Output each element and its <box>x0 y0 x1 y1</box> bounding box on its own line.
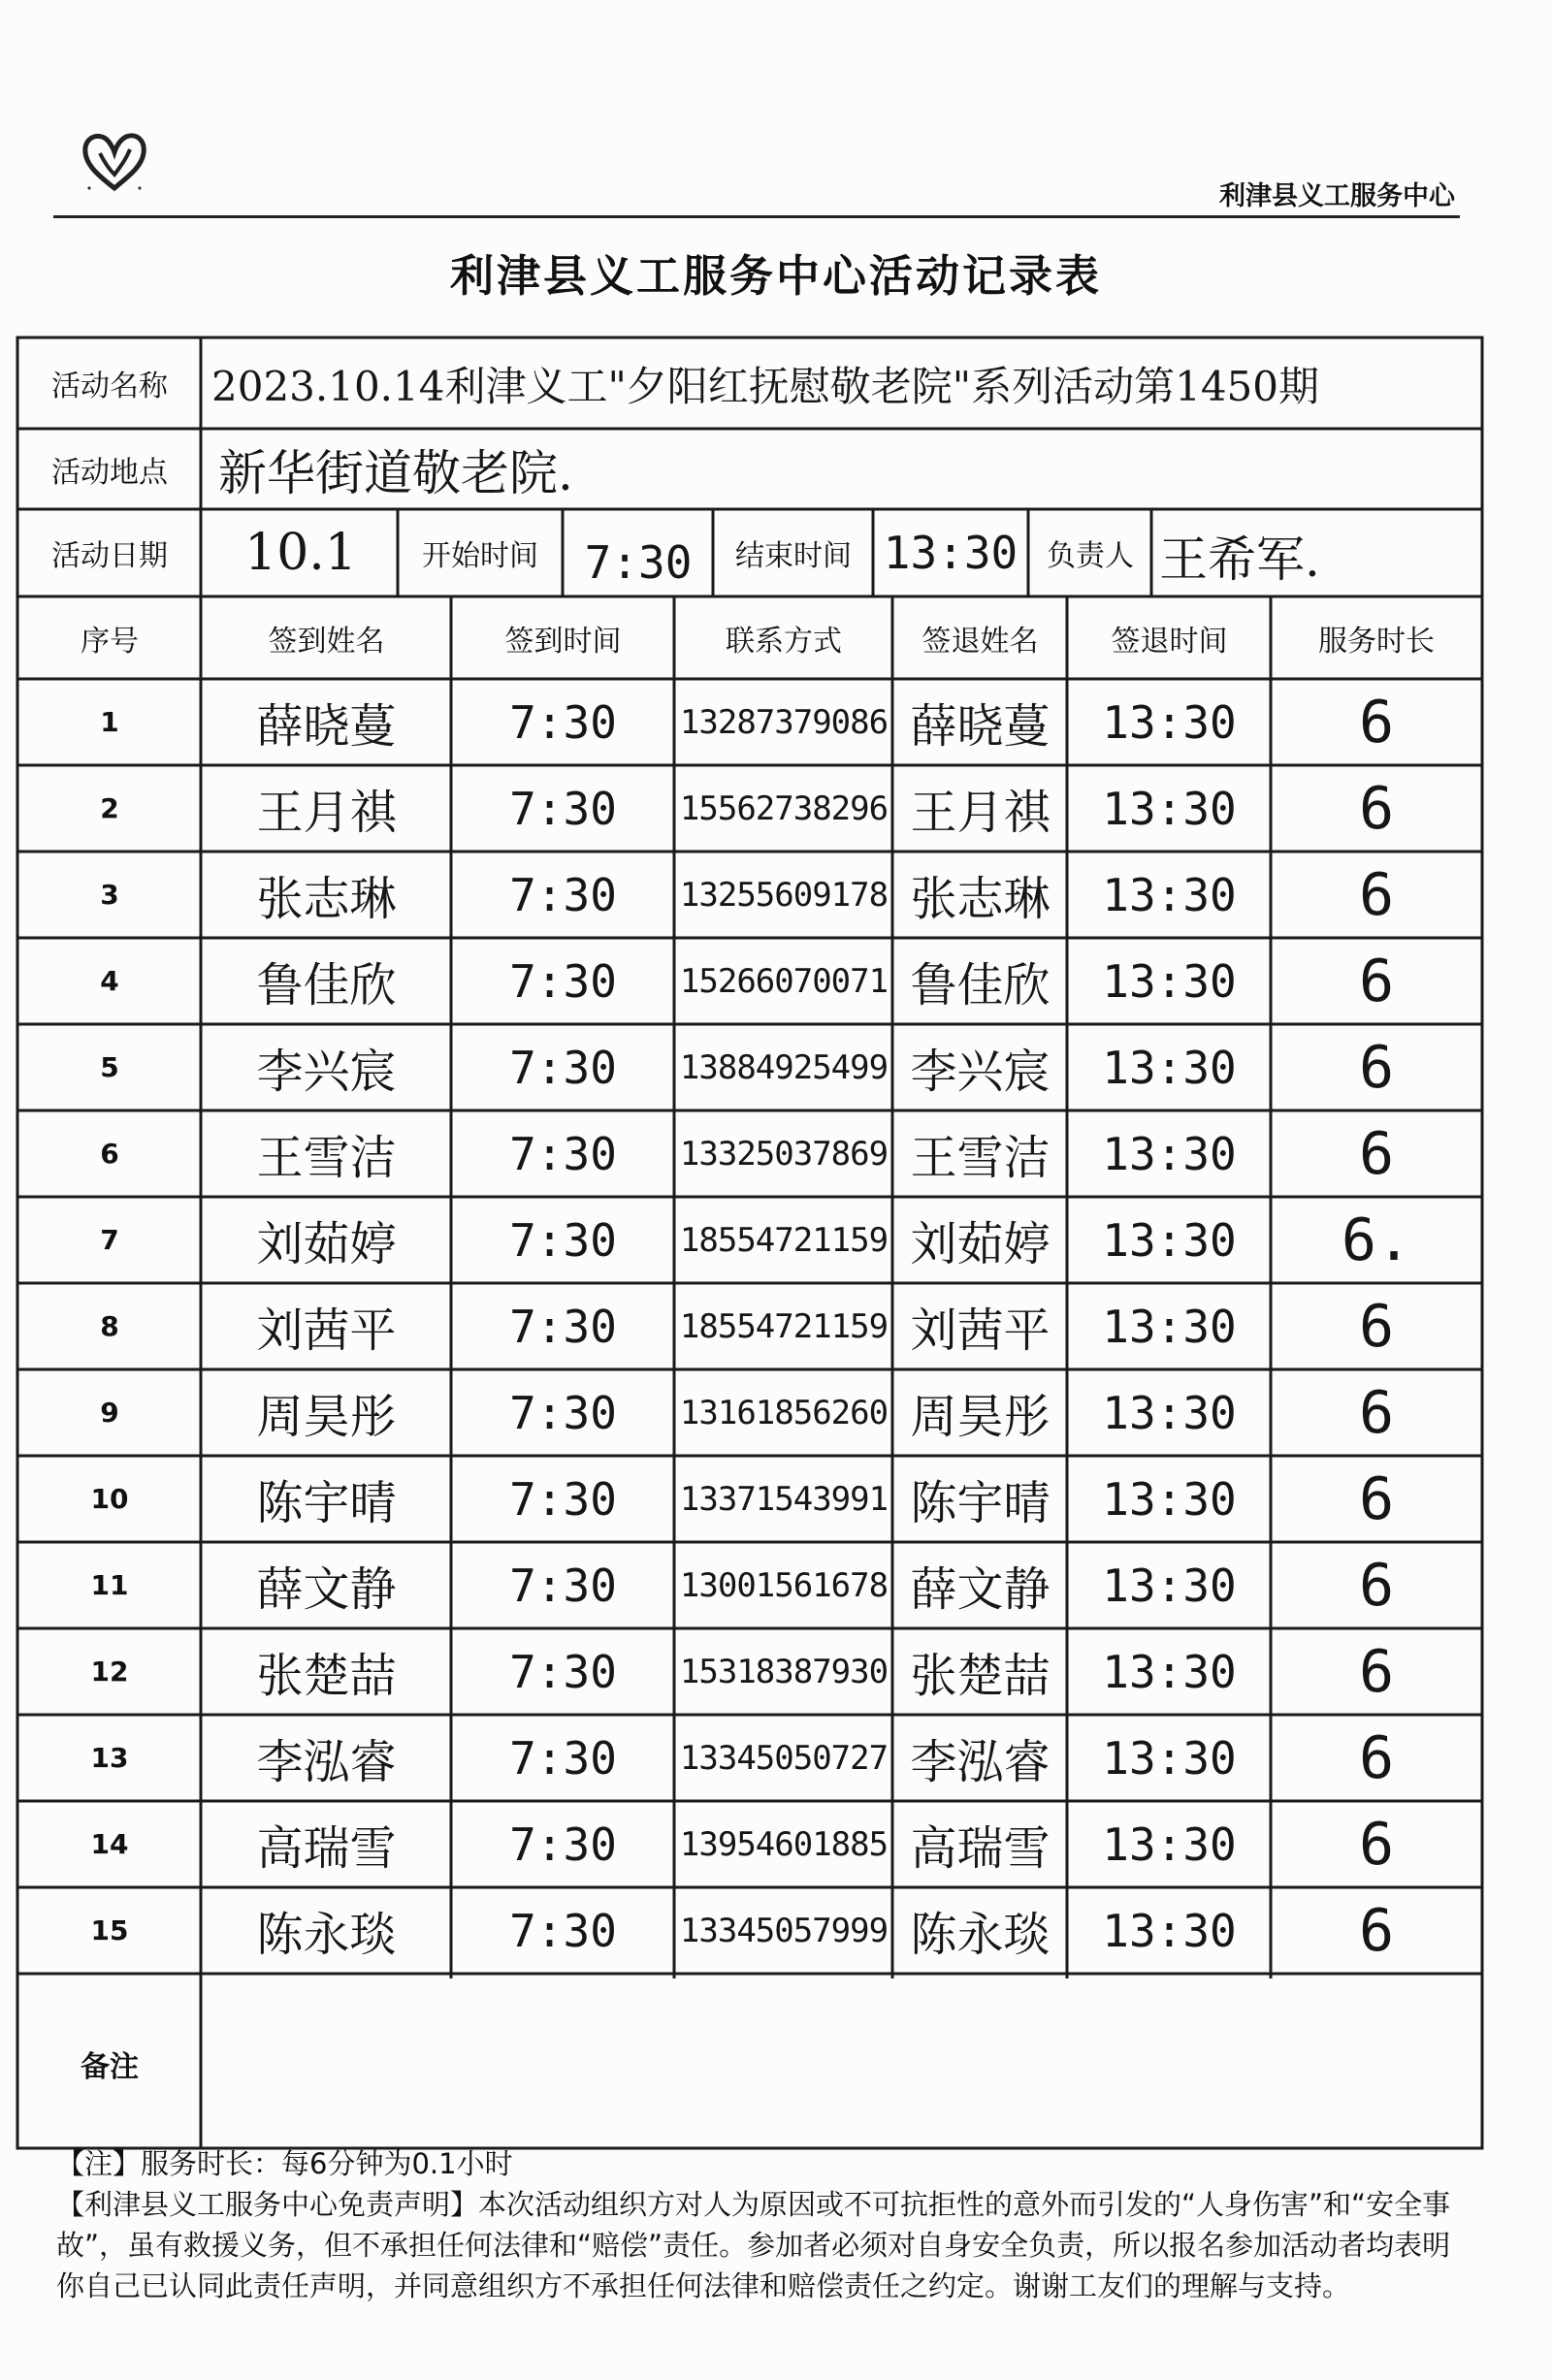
seq-cell: 3 <box>100 879 119 911</box>
service-hours-cell: 6 <box>1358 1637 1395 1706</box>
signout-name-cell: 张楚喆 <box>910 1649 1051 1703</box>
signin-time-cell: 7:30 <box>509 1645 617 1698</box>
signin-time-cell: 7:30 <box>509 1731 617 1785</box>
contact-cell: 18554721159 <box>679 1306 889 1346</box>
col-header-contact: 联系方式 <box>726 625 842 659</box>
service-hours-cell: 6 <box>1358 1551 1395 1620</box>
seq-cell: 4 <box>100 965 119 997</box>
disclaimer-text: 【利津县义工服务中心免责声明】本次活动组织方对人为原因或不可抗拒性的意外而引发的“人身伤害”和“安全事故”，虽有救援义务，但不承担任何法律和“赔偿”责任。参加者必须对自身安全负责，所以报名参加活动者均表明你自己已认同此责任声明，并同意组织方不承担任何法律和赔偿责任之约定。谢谢工友们的理解与支持。 <box>56 2188 1451 2303</box>
contact-cell: 18554721159 <box>679 1220 889 1260</box>
signout-time-cell: 13:30 <box>1102 868 1237 921</box>
signin-name-cell: 鲁佳欣 <box>256 958 397 1013</box>
page-title: 利津县义工服务中心活动记录表 <box>449 250 1102 302</box>
contact-cell: 15266070071 <box>679 961 889 1001</box>
col-header-signin-name: 签到姓名 <box>268 625 385 659</box>
signin-name-cell: 周昊彤 <box>256 1390 397 1444</box>
signout-name-cell: 薛晓蔓 <box>910 699 1051 754</box>
signout-name-cell: 薛文静 <box>910 1562 1051 1617</box>
signin-time-cell: 7:30 <box>509 1041 617 1094</box>
signin-time-cell: 7:30 <box>509 1904 617 1957</box>
end-time-label: 结束时间 <box>735 539 852 573</box>
signin-name-cell: 王月祺 <box>256 786 397 840</box>
activity-name-label: 活动名称 <box>51 370 168 403</box>
signout-name-cell: 王月祺 <box>910 786 1051 840</box>
signin-time-cell: 7:30 <box>509 1559 617 1612</box>
contact-cell: 13001561678 <box>679 1565 889 1605</box>
signin-name-cell: 李兴宸 <box>256 1045 397 1099</box>
seq-cell: 11 <box>90 1569 129 1601</box>
seq-cell: 12 <box>90 1656 129 1688</box>
seq-cell: 6 <box>100 1138 119 1170</box>
signin-name-cell: 刘茜平 <box>256 1303 397 1358</box>
signout-name-cell: 张志琳 <box>910 872 1051 926</box>
seq-cell: 5 <box>100 1051 119 1083</box>
signin-name-cell: 高瑞雪 <box>256 1821 397 1876</box>
signout-time-cell: 13:30 <box>1102 1472 1237 1526</box>
signin-time-cell: 7:30 <box>509 1300 617 1353</box>
signin-time-cell: 7:30 <box>509 1817 617 1871</box>
activity-date-value: 10.1 <box>244 524 357 582</box>
signin-name-cell: 李泓睿 <box>256 1735 397 1789</box>
col-header-signout-name: 签退姓名 <box>922 625 1039 659</box>
activity-place-label: 活动地点 <box>51 456 168 490</box>
service-hours-cell: 6 <box>1358 1896 1395 1965</box>
signout-name-cell: 李泓睿 <box>910 1735 1051 1789</box>
service-hours-cell: 6 <box>1358 1464 1395 1533</box>
activity-name-value: 2023.10.14利津义工"夕阳红抚慰敬老院"系列活动第1450期 <box>211 363 1319 410</box>
signin-name-cell: 刘茹婷 <box>256 1217 397 1271</box>
seq-cell: 8 <box>100 1310 119 1342</box>
remarks-value <box>203 1980 1480 2146</box>
signout-name-cell: 高瑞雪 <box>910 1821 1051 1876</box>
leader-value: 王希军. <box>1159 531 1320 588</box>
service-hours-cell: 6 <box>1358 947 1395 1015</box>
service-hours-cell: 6 <box>1358 860 1395 929</box>
signout-name-cell: 鲁佳欣 <box>910 958 1051 1013</box>
service-hours-cell: 6 <box>1358 688 1395 756</box>
signin-time-cell: 7:30 <box>509 1472 617 1526</box>
signin-name-cell: 张志琳 <box>256 872 397 926</box>
org-name: 利津县义工服务中心 <box>1219 181 1455 211</box>
seq-cell: 2 <box>100 792 119 824</box>
remarks-label: 备注 <box>81 2049 139 2084</box>
signout-name-cell: 王雪洁 <box>910 1131 1051 1185</box>
service-hours-cell: 6 <box>1358 1033 1395 1102</box>
signin-time-cell: 7:30 <box>509 695 617 749</box>
signout-time-cell: 13:30 <box>1102 1300 1237 1353</box>
service-hours-cell: 6 <box>1358 1292 1395 1361</box>
signin-name-cell: 王雪洁 <box>256 1131 397 1185</box>
col-header-seq: 序号 <box>81 625 139 659</box>
signin-name-cell: 陈永琰 <box>256 1908 397 1962</box>
service-hours-cell: 6 <box>1358 774 1395 843</box>
signout-time-cell: 13:30 <box>1102 1731 1237 1785</box>
signout-time-cell: 13:30 <box>1102 695 1237 749</box>
signout-time-cell: 13:30 <box>1102 1041 1237 1094</box>
contact-cell: 13325037869 <box>679 1134 889 1174</box>
signin-name-cell: 薛文静 <box>256 1562 397 1617</box>
signout-time-cell: 13:30 <box>1102 1559 1237 1612</box>
activity-place-value: 新华街道敬老院. <box>218 445 573 501</box>
signin-time-cell: 7:30 <box>509 1213 617 1267</box>
signout-time-cell: 13:30 <box>1102 1127 1237 1180</box>
signout-time-cell: 13:30 <box>1102 1904 1237 1957</box>
signout-time-cell: 13:30 <box>1102 1817 1237 1871</box>
contact-cell: 15318387930 <box>679 1652 889 1691</box>
signin-time-cell: 7:30 <box>509 1386 617 1439</box>
signin-time-cell: 7:30 <box>509 954 617 1008</box>
leader-label: 负责人 <box>1047 539 1134 573</box>
signout-name-cell: 陈永琰 <box>910 1908 1051 1962</box>
signout-time-cell: 13:30 <box>1102 1645 1237 1698</box>
service-hours-cell: 6 <box>1358 1378 1395 1447</box>
signin-time-cell: 7:30 <box>509 782 617 835</box>
start-time-value: 7:30 <box>584 536 693 589</box>
service-hours-cell: 6. <box>1341 1206 1412 1274</box>
end-time-value: 13:30 <box>883 527 1018 579</box>
seq-cell: 14 <box>90 1828 129 1860</box>
signout-name-cell: 李兴宸 <box>910 1045 1051 1099</box>
seq-cell: 1 <box>100 706 119 738</box>
signin-time-cell: 7:30 <box>509 1127 617 1180</box>
seq-cell: 13 <box>90 1742 129 1774</box>
footer-notes <box>56 2143 1453 2306</box>
contact-cell: 13287379086 <box>679 702 889 742</box>
contact-cell: 13371543991 <box>679 1479 889 1519</box>
seq-cell: 7 <box>100 1224 119 1256</box>
service-hours-cell: 6 <box>1358 1810 1395 1879</box>
signout-time-cell: 13:30 <box>1102 954 1237 1008</box>
signout-name-cell: 周昊彤 <box>910 1390 1051 1444</box>
signout-time-cell: 13:30 <box>1102 1386 1237 1439</box>
signin-time-cell: 7:30 <box>509 868 617 921</box>
service-hours-cell: 6 <box>1358 1119 1395 1188</box>
contact-cell: 13161856260 <box>679 1393 889 1432</box>
col-header-service-hours: 服务时长 <box>1318 625 1435 659</box>
activity-date-label: 活动日期 <box>51 539 168 573</box>
contact-cell: 13884925499 <box>679 1047 889 1087</box>
seq-cell: 10 <box>90 1483 129 1515</box>
signout-time-cell: 13:30 <box>1102 782 1237 835</box>
contact-cell: 13345057999 <box>679 1911 889 1950</box>
service-hours-note: 【注】服务时长：每6分钟为0.1小时 <box>56 2147 513 2180</box>
signout-name-cell: 刘茜平 <box>910 1303 1051 1358</box>
signin-name-cell: 张楚喆 <box>256 1649 397 1703</box>
service-hours-cell: 6 <box>1358 1723 1395 1792</box>
signout-time-cell: 13:30 <box>1102 1213 1237 1267</box>
signout-name-cell: 刘茹婷 <box>910 1217 1051 1271</box>
contact-cell: 13345050727 <box>679 1738 889 1778</box>
seq-cell: 9 <box>100 1397 119 1429</box>
signin-name-cell: 薛晓蔓 <box>256 699 397 754</box>
col-header-signin-time: 签到时间 <box>504 625 622 659</box>
contact-cell: 13954601885 <box>679 1824 889 1864</box>
start-time-label: 开始时间 <box>422 539 538 573</box>
signin-name-cell: 陈宇晴 <box>256 1476 397 1530</box>
contact-cell: 15562738296 <box>679 788 889 828</box>
signout-name-cell: 陈宇晴 <box>910 1476 1051 1530</box>
seq-cell: 15 <box>90 1914 129 1946</box>
col-header-signout-time: 签退时间 <box>1111 625 1228 659</box>
contact-cell: 13255609178 <box>679 875 889 915</box>
